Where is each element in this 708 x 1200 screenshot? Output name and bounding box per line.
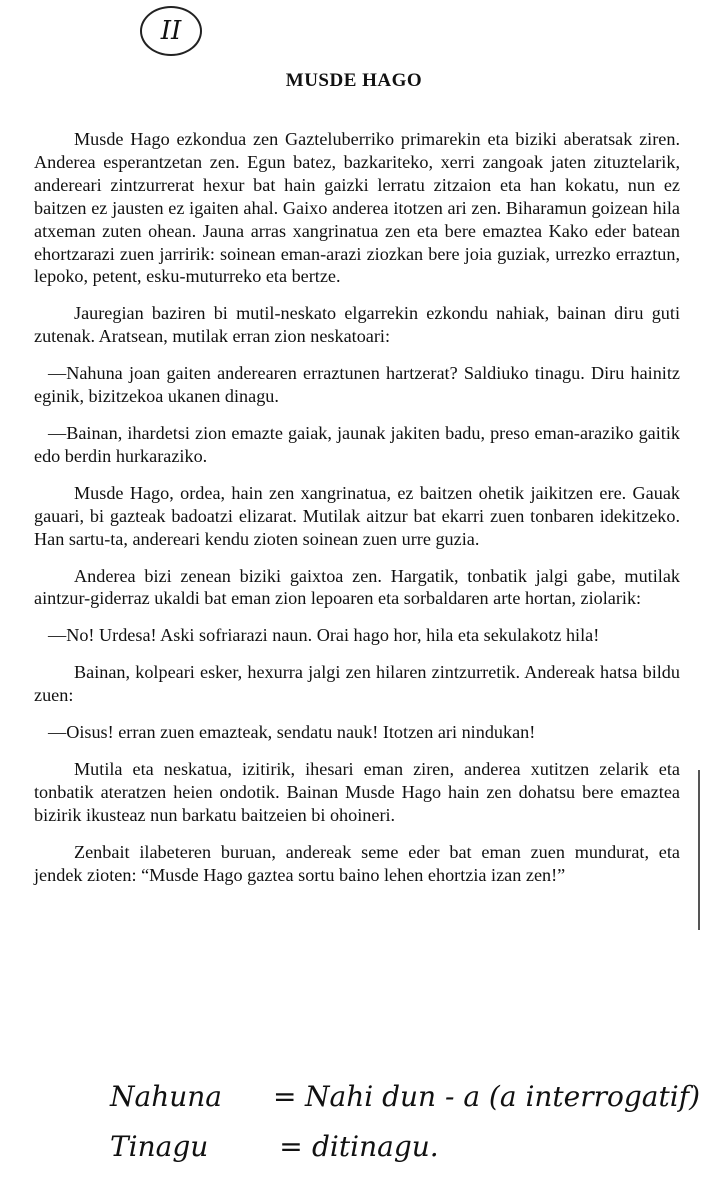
note-equals: = xyxy=(272,1080,297,1113)
paragraph: Zenbait ilabeteren buruan, andereak seme eder bat eman zuen mundurat, eta jendek zioten: “Musde Hago gaztea sortu baino lehen ehortzia izan zen!” xyxy=(34,841,680,885)
margin-mark xyxy=(698,770,702,930)
note-row xyxy=(110,1072,700,1122)
dialog-paragraph: —Bainan, ihardetsi zion emazte gaiak, jaunak jakiten badu, preso eman-araziko gaitik edo berdin hurkaraziko. xyxy=(34,422,680,466)
handwritten-notes xyxy=(110,1072,700,1172)
paragraph: Mutila eta neskatua, izitirik, ihesari eman ziren, anderea xutitzen zelarik eta tonbatik ateratzen heien ondotik. Bainan Musde Hago hain zen dohatsu bere emaztea bizirik ikusteaz nun barkatu baitzeien bi ohoineri. xyxy=(34,758,680,825)
paragraph: Bainan, kolpeari esker, hexurra jalgi zen hilaren zintzurretik. Andereak hatsa bildu zuen: xyxy=(34,662,680,706)
note-equals: = xyxy=(279,1130,303,1163)
dialog-paragraph: —Oisus! erran zuen emazteak, sendatu nauk! Itotzen ari nindukan! xyxy=(48,722,536,743)
paragraph: Anderea bizi zenean biziki gaixtoa zen. Hargatik, tonbatik jalgi gabe, mutilak aintzur-giderraz ukaldi bat eman zion lepoaren eta sorbaldaren arte hortan, ziolarik: xyxy=(34,565,680,609)
story-text xyxy=(34,128,680,900)
page-number-mark: II xyxy=(140,6,202,56)
dialog-paragraph: —Nahuna joan gaiten anderearen erraztunen hartzerat? Saldiuko tinagu. Diru hainitz eginik, bizitzekoa ukanen dinagu. xyxy=(34,363,680,407)
note-definition: ditinagu. xyxy=(312,1130,439,1163)
note-term: Nahuna xyxy=(110,1080,222,1113)
note-row xyxy=(110,1122,700,1172)
paragraph: Musde Hago, ordea, hain zen xangrinatua, ez baitzen ohetik jaikitzen ere. Gauak gauari, bi gazteak badoatzi elizarat. Mutilak aitzur bat ekarri zuen tonbaren idekitzeko. Han sartu-ta, andereari kendu zioten soinean zuen urre guzia. xyxy=(34,482,680,549)
note-term: Tinagu xyxy=(110,1130,209,1163)
page-title: MUSDE HAGO xyxy=(285,70,423,91)
note-definition: Nahi dun - a (a interrogatif) xyxy=(305,1080,700,1113)
paragraph: Jauregian baziren bi mutil-neskato elgarrekin ezkondu nahiak, bainan diru guti zutenak. Aratsean, mutilak erran zion neskatoari: xyxy=(34,303,680,347)
dialog-paragraph: —No! Urdesa! Aski sofriarazi naun. Orai hago hor, hila eta sekulakotz hila! xyxy=(48,625,600,646)
paragraph: Musde Hago ezkondua zen Gazteluberriko primarekin eta biziki aberatsak ziren. Anderea esperantzetan zen. Egun batez, bazkariteko, xerri zangoak jaten zituztelarik, andereari zintzurrerat hexur bat hain gaizki lerratu zitzaion eta han kokatu, nun ez baitzen ez jausten ez igaiten ahal. Gaixo anderea itotzen ari zen. Biharamun goizean hila atxeman zuten ohean. Jauna arras xangrinatua zen eta bere emaztea Kako eder batean ehortzarazi zuen jarririk: soinean eman-arazi ziozkan bere joia guziak, urrezko erraztun, lepoko, petent, esku-muturreko eta bertze. xyxy=(34,129,680,287)
